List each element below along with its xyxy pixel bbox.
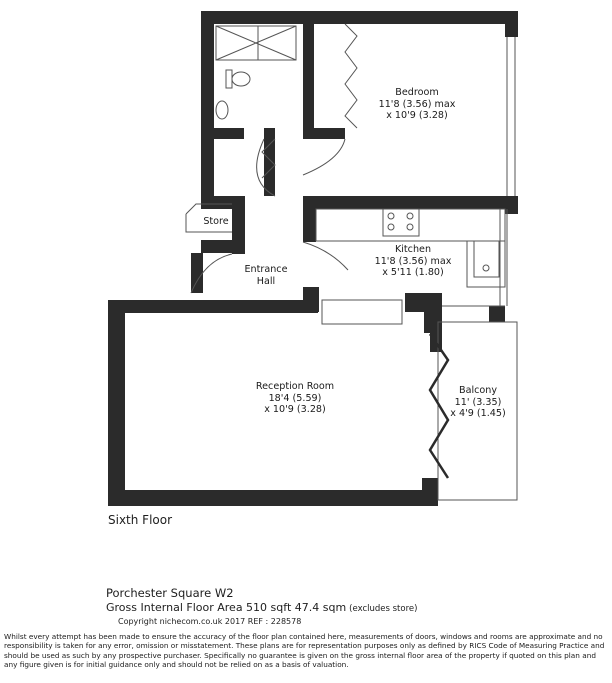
reception-dim-2: x 10'9 (3.28) [264,404,326,415]
bedroom-label [372,87,462,122]
kitchen-name: Kitchen [394,244,432,255]
reception-name: Reception Room [255,381,335,392]
disclaimer: Whilst every attempt has been made to ensure the accuracy of the floor plan contained here, measurements of doors, windows and rooms are approximate and no responsibility is taken for any error, omission or misstatement. These plans are for representation purposes only as defined by RICS Code of Measuring Practice and should be used as such by any prospective purchaser. Specifically no guarantee is given on the gross internal floor area of the property if quoted on this plan and any figure given is for initial guidance only and should not be relied on as a basis of valuation. [4,632,605,670]
entrance-line-1: Entrance [244,264,288,275]
reception-label [245,381,345,416]
fittings [191,24,517,500]
bedroom-name: Bedroom [395,87,439,98]
kitchen-label [368,244,458,279]
kitchen-dim-1: 11'8 (3.56) max [374,255,452,267]
reception-dim-1: 18'4 (5.59) [268,392,322,404]
bedroom-dim-2: x 10'9 (3.28) [386,110,448,121]
entrance-line-2: Hall [256,275,276,287]
gia-note: (excludes store) [349,604,418,614]
balcony-dim-1: 11' (3.35) [454,396,502,408]
balcony-label [446,385,510,420]
store-name: Store [203,216,229,227]
floor-label: Sixth Floor [108,513,173,527]
entrance-hall-label [236,264,296,287]
kitchen-dim-2: x 5'11 (1.80) [382,267,444,278]
balcony-dim-2: x 4'9 (1.45) [450,408,506,419]
bedroom-dim-1: 11'8 (3.56) max [378,98,456,110]
gia-text: Gross Internal Floor Area 510 sqft 47.4 sqm [106,601,347,614]
property-address: Porchester Square W2 [106,586,234,600]
balcony-name: Balcony [458,385,498,396]
store-label [196,216,236,228]
gross-internal-area [106,601,417,614]
copyright: Copyright nichecom.co.uk 2017 REF : 228578 [118,617,302,626]
